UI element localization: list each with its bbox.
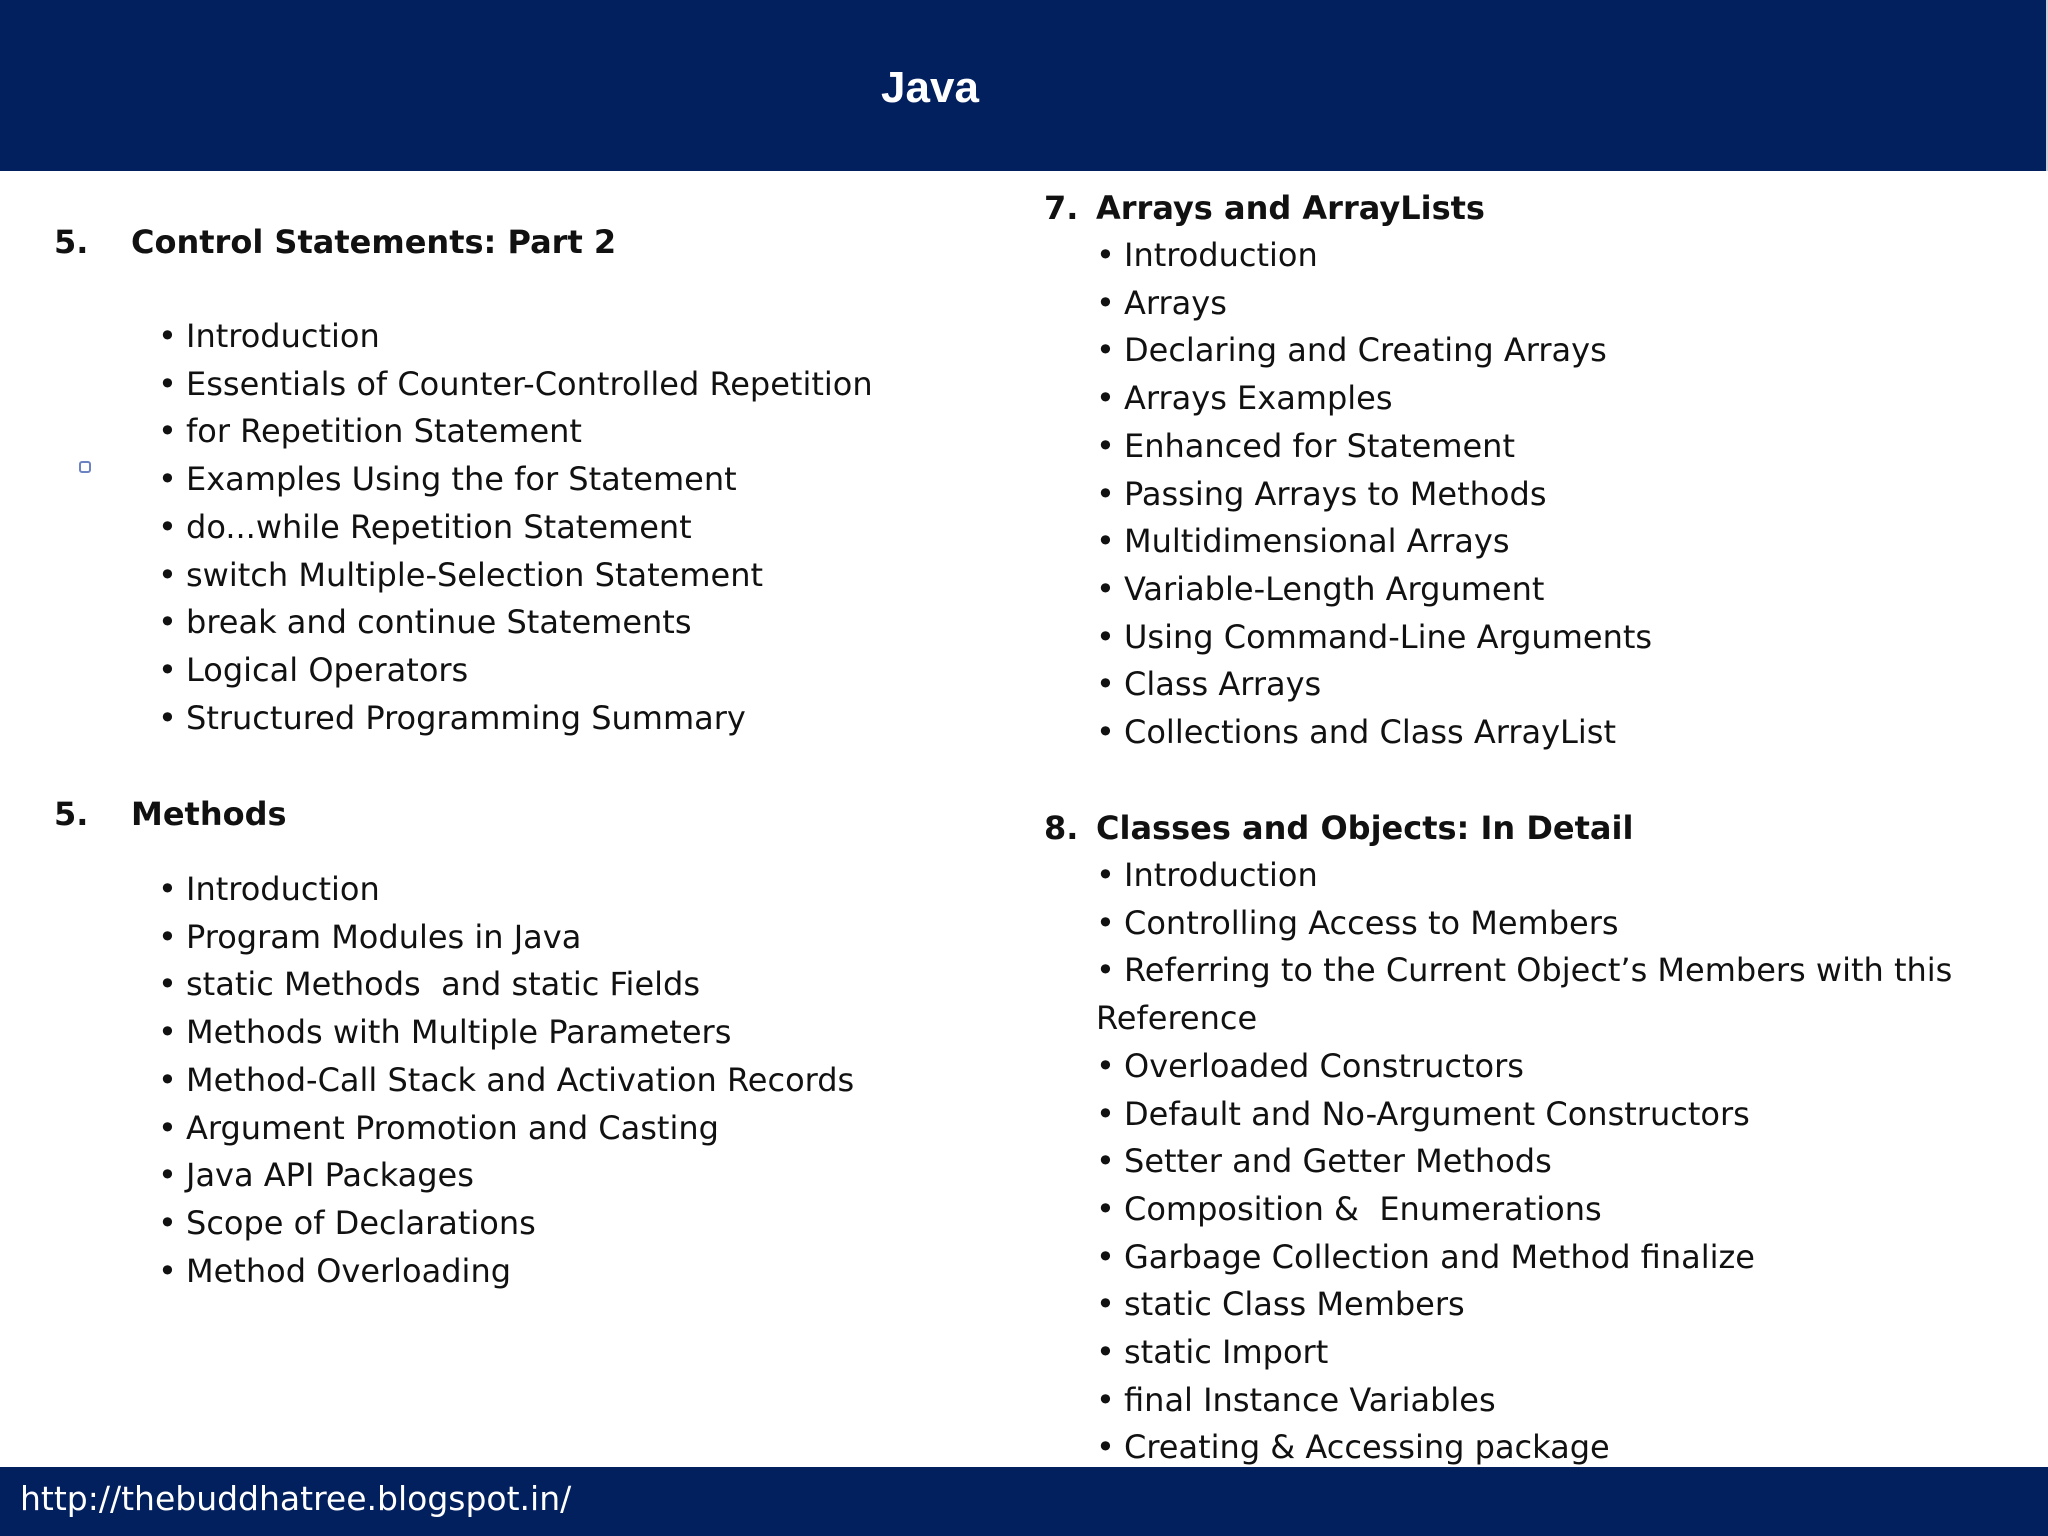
list-item-text: Variable-Length Argument [1124, 569, 1545, 608]
list-item [1096, 280, 1652, 328]
list-item-text: Logical Operators [186, 650, 469, 689]
list-item [1096, 1424, 2016, 1472]
list-item [158, 866, 854, 914]
list-item-text: Method Overloading [186, 1251, 512, 1290]
list-item-text: Composition & Enumerations [1124, 1189, 1602, 1228]
bullet-glyph: • [1096, 569, 1115, 608]
list-item-text: Introduction [186, 317, 380, 355]
list-item [1096, 1329, 2016, 1377]
section-list-arrays [1096, 232, 1652, 757]
bullet-glyph: • [1096, 379, 1115, 418]
bullet-glyph: • [1096, 283, 1115, 322]
bullet-glyph: • [158, 698, 177, 737]
list-item-text: Introduction [186, 870, 380, 908]
list-item [158, 504, 873, 552]
list-item-text: Multidimensional Arrays [1124, 522, 1510, 561]
list-item-text: Introduction [1124, 856, 1318, 894]
bullet-glyph: • [1096, 1237, 1115, 1276]
list-item-text: Methods with Multiple Parameters [186, 1013, 732, 1052]
bullet-glyph: • [158, 460, 177, 499]
bullet-glyph: • [1096, 1333, 1115, 1372]
list-item [1096, 471, 1652, 519]
list-item [158, 456, 873, 504]
list-item-text: Setter and Getter Methods [1124, 1142, 1552, 1181]
list-item [1096, 375, 1652, 423]
list-item [1096, 232, 1652, 280]
bullet-glyph: • [158, 317, 177, 355]
list-item [158, 552, 873, 600]
list-item-text: static Class Members [1124, 1285, 1465, 1324]
list-item [158, 1057, 854, 1105]
list-item [1096, 1281, 2016, 1329]
bullet-glyph: • [1096, 951, 1115, 990]
list-item-text: break and continue Statements [186, 603, 692, 642]
list-item-text: Arrays [1124, 283, 1227, 322]
list-item [1096, 900, 2016, 948]
list-item [1096, 852, 2016, 900]
section-list-methods [158, 866, 854, 1295]
list-item [1096, 614, 1652, 662]
section-title: Arrays and ArrayLists [1096, 189, 1485, 227]
list-item-text: static Methods and static Fields [186, 965, 700, 1004]
list-item [1096, 947, 1996, 1042]
section-list-classes-objects [1096, 852, 2016, 1472]
list-item [1096, 1234, 2016, 1282]
list-item-text: Class Arrays [1124, 665, 1322, 704]
section-title: Control Statements: Part 2 [131, 223, 617, 261]
bullet-glyph: • [158, 1108, 177, 1147]
list-item [158, 1248, 854, 1296]
list-item [158, 1009, 854, 1057]
list-item [158, 408, 873, 456]
list-item-text: Collections and Class ArrayList [1124, 713, 1616, 752]
bullet-glyph: • [158, 364, 177, 403]
bullet-glyph: • [158, 555, 177, 594]
bullet-glyph: • [1096, 1428, 1115, 1467]
section-number: 5. [54, 223, 89, 261]
bullet-glyph: • [158, 870, 177, 908]
bullet-glyph: • [1096, 1380, 1115, 1419]
list-item [1096, 1043, 2016, 1091]
bullet-glyph: • [1096, 236, 1115, 274]
list-item-text: Java API Packages [186, 1156, 474, 1195]
bullet-glyph: • [158, 917, 177, 956]
page-title: Java [881, 63, 979, 112]
list-item [1096, 518, 1652, 566]
bullet-glyph: • [158, 412, 177, 451]
section-number: 8. [1044, 809, 1079, 847]
bullet-glyph: • [1096, 1046, 1115, 1085]
section-number: 7. [1044, 189, 1079, 227]
bullet-glyph: • [158, 1203, 177, 1242]
list-item-text: Program Modules in Java [186, 917, 582, 956]
bullet-glyph: • [1096, 426, 1115, 465]
list-item-text: switch Multiple-Selection Statement [186, 555, 764, 594]
bullet-glyph: • [1096, 665, 1115, 704]
section-list-control-statements [158, 313, 873, 742]
section-title: Classes and Objects: In Detail [1096, 809, 1634, 847]
bullet-glyph: • [1096, 617, 1115, 656]
list-item-text: Controlling Access to Members [1124, 903, 1619, 942]
list-item-text: Garbage Collection and Method finalize [1124, 1237, 1755, 1276]
bullet-glyph: • [1096, 474, 1115, 513]
bullet-glyph: • [1096, 903, 1115, 942]
list-item-text: Essentials of Counter-Controlled Repetition [186, 364, 873, 403]
list-item [1096, 1186, 2016, 1234]
bullet-glyph: • [1096, 1142, 1115, 1181]
list-item-text: do...while Repetition Statement [186, 507, 692, 546]
list-item-text: static Import [1124, 1333, 1329, 1372]
list-item [158, 1200, 854, 1248]
list-item-text: Method-Call Stack and Activation Records [186, 1060, 855, 1099]
list-item-text: Structured Programming Summary [186, 698, 746, 737]
list-item [158, 961, 854, 1009]
list-item-text: Introduction [1124, 236, 1318, 274]
bullet-glyph: • [1096, 856, 1115, 894]
footer-banner [0, 1467, 2048, 1536]
list-item-text: Arrays Examples [1124, 379, 1393, 418]
list-item [158, 647, 873, 695]
list-item [158, 1152, 854, 1200]
list-item-text: Using Command-Line Arguments [1124, 617, 1653, 656]
list-item-text: Passing Arrays to Methods [1124, 474, 1547, 513]
list-item-text: final Instance Variables [1124, 1380, 1496, 1419]
bullet-glyph: • [158, 1060, 177, 1099]
bullet-glyph: • [1096, 1094, 1115, 1133]
section-title: Methods [131, 795, 287, 833]
section-number: 5. [54, 795, 89, 833]
bullet-glyph: • [158, 1013, 177, 1052]
list-item-text: Enhanced for Statement [1124, 426, 1515, 465]
list-item [1096, 423, 1652, 471]
list-item-text: Examples Using the for Statement [186, 460, 737, 499]
list-item-text: Overloaded Constructors [1124, 1046, 1524, 1085]
bullet-glyph: • [1096, 1285, 1115, 1324]
list-item [158, 361, 873, 409]
list-item-text: Scope of Declarations [186, 1203, 536, 1242]
list-item-text: Referring to the Current Object’s Members with this Reference [1096, 951, 1953, 1038]
bullet-glyph: • [158, 1251, 177, 1290]
bullet-glyph: • [1096, 522, 1115, 561]
bullet-glyph: • [158, 965, 177, 1004]
list-item [1096, 1091, 2016, 1139]
bullet-glyph: • [158, 603, 177, 642]
list-item-text: for Repetition Statement [186, 412, 582, 451]
list-item-text: Declaring and Creating Arrays [1124, 331, 1607, 370]
bullet-glyph: • [158, 650, 177, 689]
list-item [158, 695, 873, 743]
header-banner [0, 0, 2048, 171]
bullet-glyph: • [158, 507, 177, 546]
selection-handle-icon [79, 461, 91, 473]
bullet-glyph: • [1096, 331, 1115, 370]
list-item [158, 313, 873, 361]
list-item [1096, 566, 1652, 614]
list-item-text: Argument Promotion and Casting [186, 1108, 719, 1147]
list-item [158, 1105, 854, 1153]
bullet-glyph: • [158, 1156, 177, 1195]
list-item [158, 914, 854, 962]
list-item-text: Default and No-Argument Constructors [1124, 1094, 1750, 1133]
list-item [1096, 1138, 2016, 1186]
bullet-glyph: • [1096, 1189, 1115, 1228]
list-item [158, 599, 873, 647]
list-item [1096, 661, 1652, 709]
list-item [1096, 1377, 2016, 1425]
footer-url: http://thebuddhatree.blogspot.in/ [20, 1479, 572, 1518]
list-item-text: Creating & Accessing package [1124, 1428, 1610, 1467]
list-item [1096, 709, 1652, 757]
list-item [1096, 327, 1652, 375]
bullet-glyph: • [1096, 713, 1115, 752]
